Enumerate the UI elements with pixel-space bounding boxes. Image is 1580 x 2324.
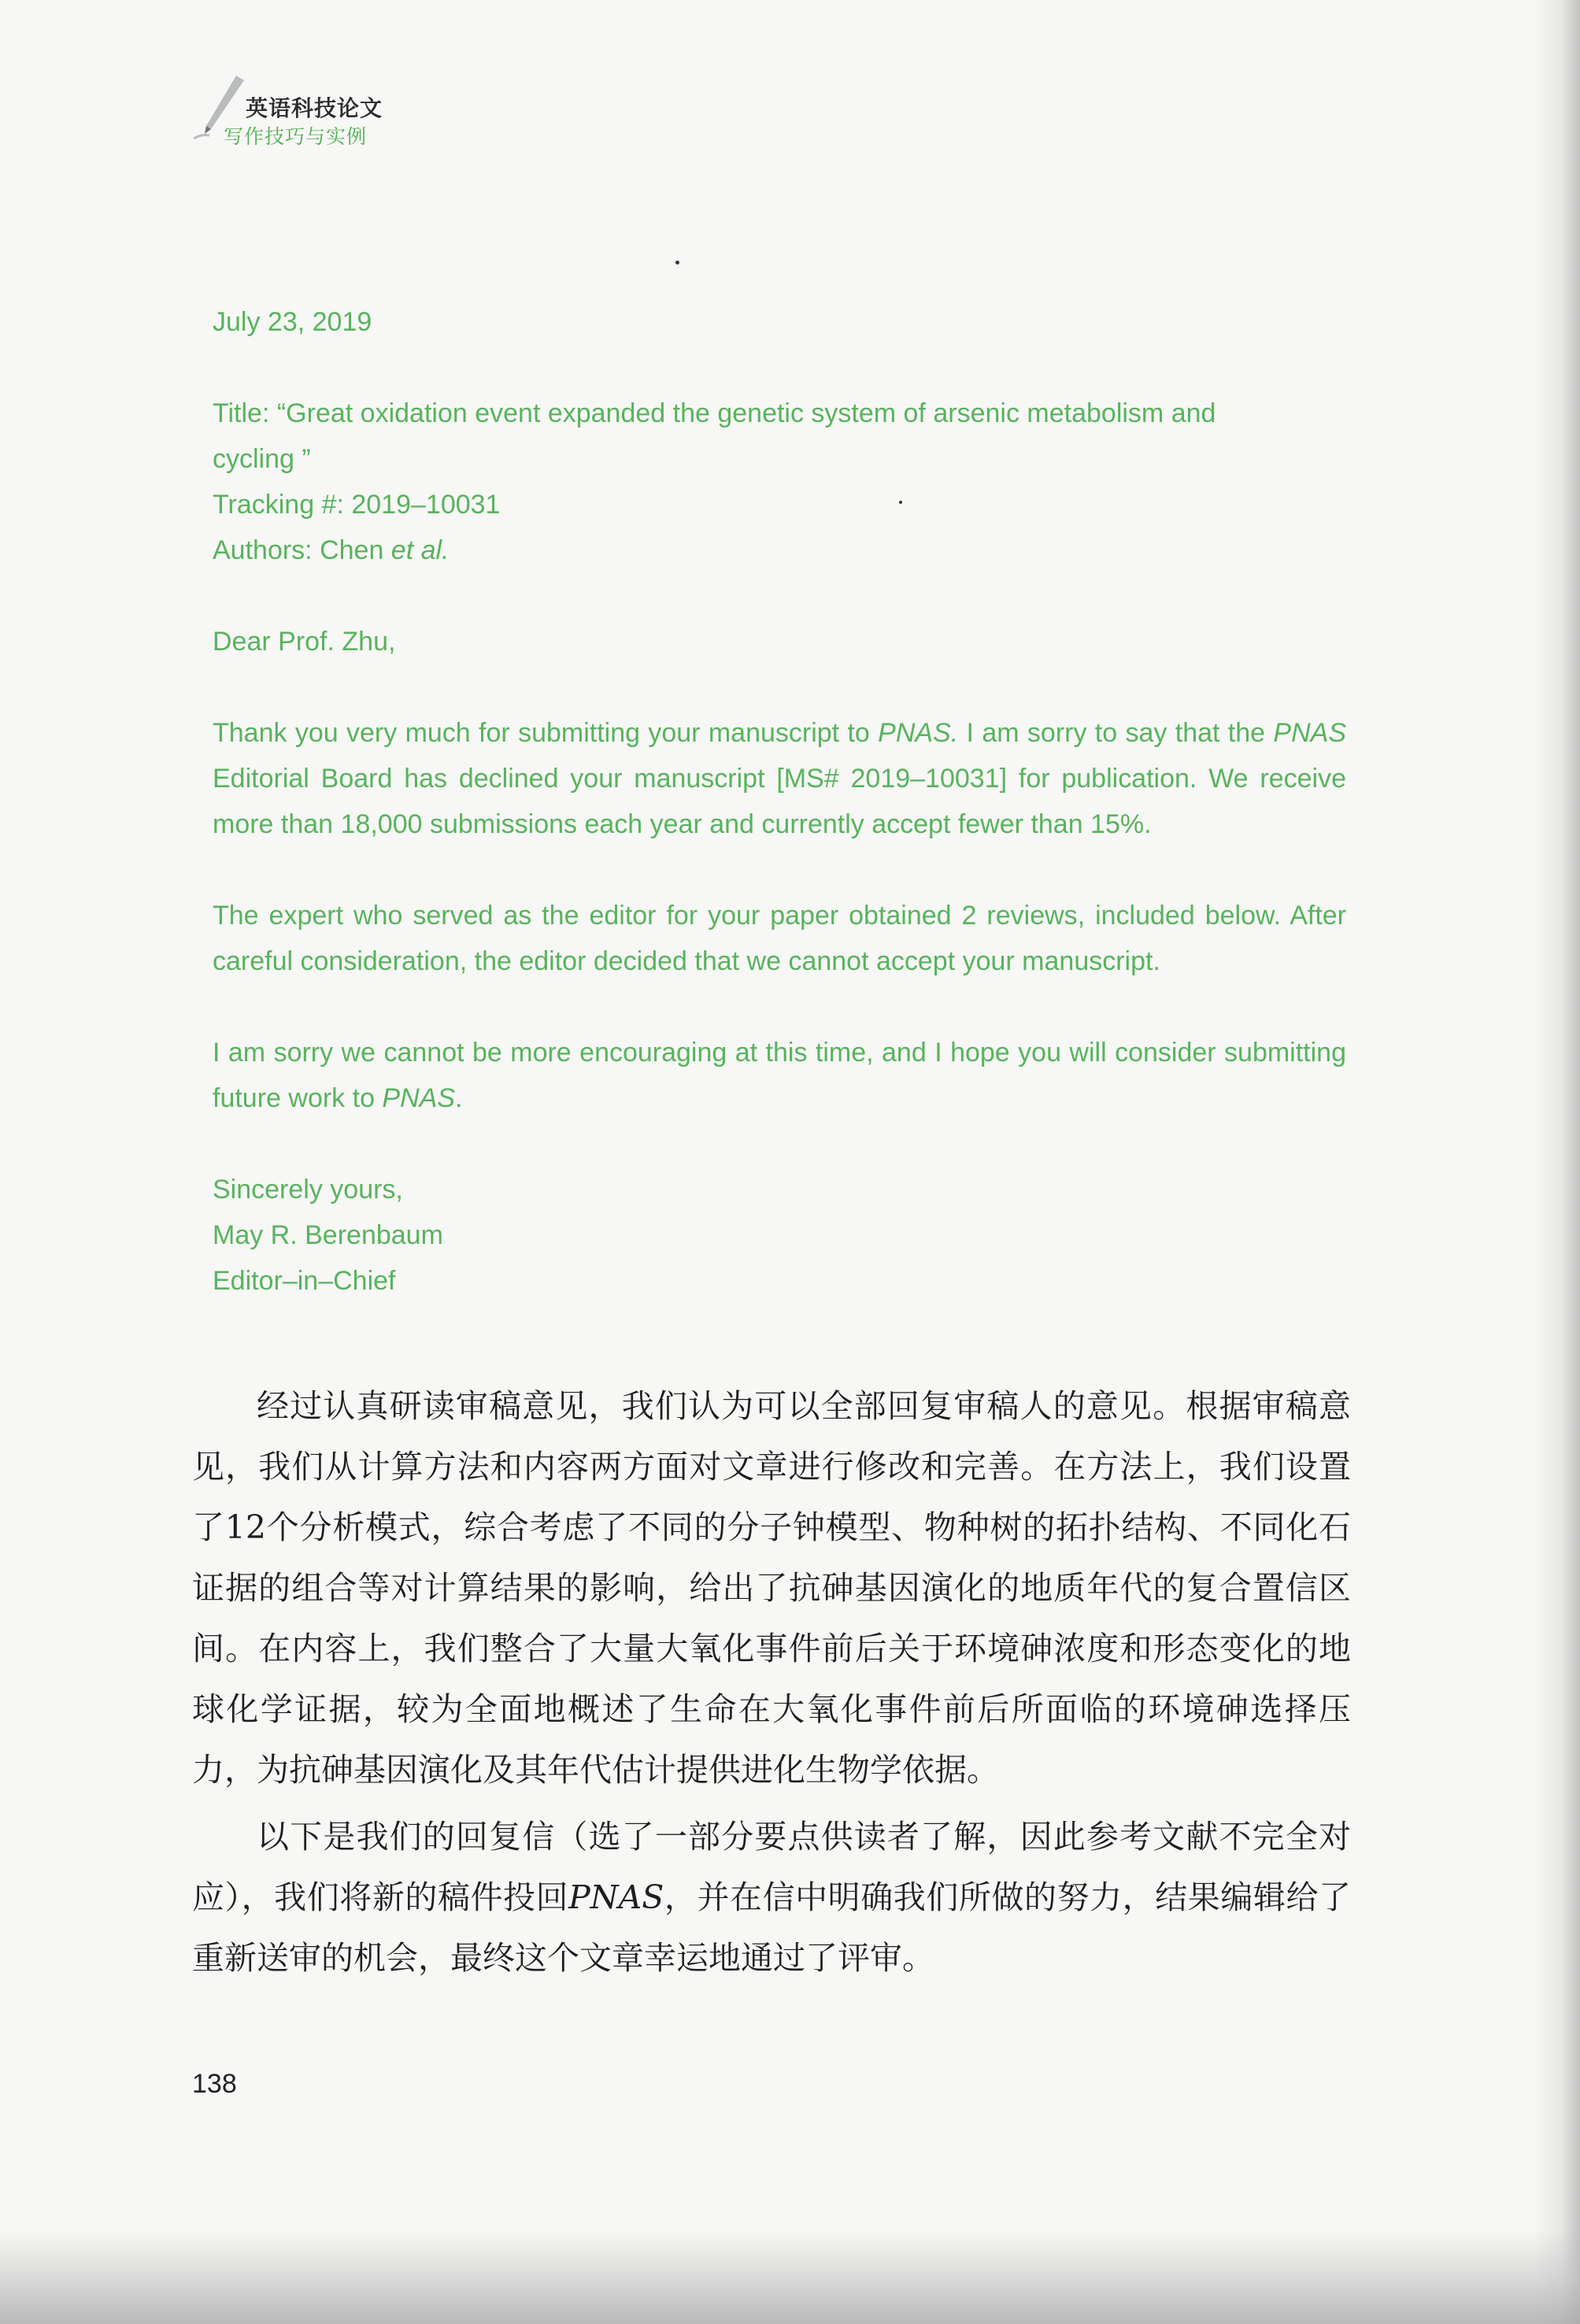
- para2-journal-name: PNAS: [568, 1878, 664, 1916]
- chinese-body-text: [192, 1376, 1351, 1995]
- page-number: 138: [192, 2069, 237, 2099]
- p1-text-c: Editorial Board has declined your manuscript [MS# 2019–10031] for publication. We receive more than 18,000 submissions each year and currently accept fewer than 15%.: [213, 764, 1346, 839]
- p3-text-a: I am sorry we cannot be more encouraging at this time, and I hope you will consider submitting future work to: [213, 1038, 1346, 1113]
- para2-text-a: 以下是我们的回复信（选了一部分要点供读者了解，因此参考文献不完全对应），我们将新的稿件投回: [192, 1818, 1351, 1916]
- letter-title-line1: Title: “Great oxidation event expanded the genetic system of arsenic metabolism and: [213, 398, 1216, 428]
- letter-tracking: Tracking #: 2019–10031: [213, 490, 501, 520]
- letter-paragraph-2: The expert who served as the editor for your paper obtained 2 reviews, included below. After careful consideration, the editor decided that we cannot accept your manuscript.: [213, 901, 1346, 976]
- authors-etal: et al.: [390, 535, 450, 565]
- letter-paragraph-3: [213, 1030, 1346, 1121]
- letter-paragraph-1: [213, 710, 1346, 847]
- scan-bottom-shadow: [0, 2230, 1580, 2324]
- p1-text-a: Thank you very much for submitting your manuscript to: [213, 718, 879, 748]
- letter-title-line2: cycling ”: [213, 444, 311, 474]
- book-header: [187, 72, 439, 159]
- scan-speck: [675, 261, 679, 265]
- letter-signer: May R. Berenbaum: [213, 1220, 443, 1250]
- authors-prefix: Authors: Chen: [213, 535, 391, 565]
- p3-text-b: .: [455, 1083, 463, 1113]
- letter-date: July 23, 2019: [213, 307, 372, 337]
- p3-journal-name: PNAS: [382, 1083, 456, 1113]
- letter-signer-title: Editor–in–Chief: [213, 1266, 396, 1296]
- rejection-letter: [213, 299, 1346, 1304]
- p1-journal-name-2: PNAS: [1273, 718, 1347, 748]
- book-title: 英语科技论文: [246, 95, 383, 121]
- body-paragraph-2: [192, 1807, 1351, 1989]
- letter-salutation: Dear Prof. Zhu,: [213, 627, 396, 657]
- para2-text-b: ，并在信中明确我们所做的努力，结果编辑给了重新送审的机会，最终这个文章幸运地通过了评审。: [192, 1878, 1352, 1977]
- p1-text-b: I am sorry to say that the: [958, 718, 1274, 748]
- letter-authors: [213, 527, 1346, 573]
- scan-edge-shadow: [1533, 0, 1580, 2324]
- p1-journal-name: PNAS.: [878, 718, 959, 748]
- book-subtitle: 写作技巧与实例: [224, 125, 368, 148]
- letter-closing: Sincerely yours,: [213, 1175, 403, 1205]
- body-paragraph-1: 经过认真研读审稿意见，我们认为可以全部回复审稿人的意见。根据审稿意见，我们从计算方法和内容两方面对文章进行修改和完善。在方法上，我们设置了12个分析模式，综合考虑了不同的分子钟模型、物种树的拓扑结构、不同化石证据的组合等对计算结果的影响，给出了抗砷基因演化的地质年代的复合置信区间。在内容上，我们整合了大量大氧化事件前后关于环境砷浓度和形态变化的地球化学证据，较为全面地概述了生命在大氧化事件前后所面临的环境砷选择压力，为抗砷基因演化及其年代估计提供进化生物学依据。: [192, 1387, 1351, 1789]
